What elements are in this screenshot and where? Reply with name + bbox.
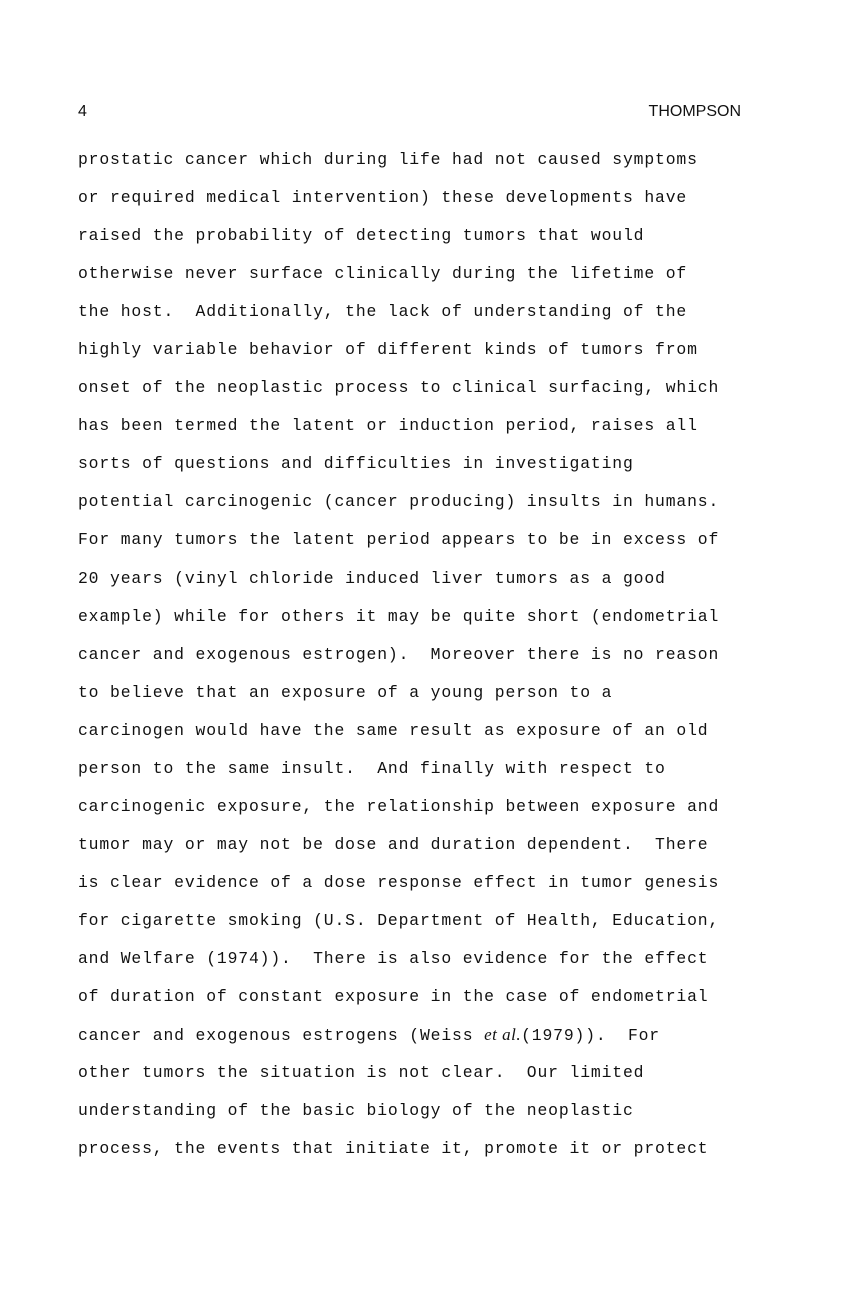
text-line: has been termed the latent or induction period, raises all	[78, 416, 698, 436]
text-line: For many tumors the latent period appears to be in excess of	[78, 530, 720, 550]
text-line: other tumors the situation is not clear. Our limited	[78, 1063, 645, 1083]
text-line: raised the probability of detecting tumors that would	[78, 226, 645, 246]
text-line: cancer and exogenous estrogen). Moreover there is no reason	[78, 644, 720, 664]
text-line: and Welfare (1974)). There is also evidence for the effect	[78, 948, 709, 968]
text-line: person to the same insult. And finally with respect to	[78, 758, 666, 778]
citation-et-al: et al.	[484, 1025, 522, 1045]
text-line: highly variable behavior of different kinds of tumors from	[78, 340, 698, 360]
text-line: tumor may or may not be dose and duration dependent. There	[78, 834, 709, 854]
text-line: to believe that an exposure of a young person to a	[78, 682, 613, 702]
body-text	[78, 141, 778, 1168]
text-line: onset of the neoplastic process to clinical surfacing, which	[78, 378, 720, 398]
running-head: THOMPSON	[648, 103, 741, 120]
citation-text-before: cancer and exogenous estrogens (Weiss	[78, 1026, 485, 1046]
text-line: understanding of the basic biology of the neoplastic	[78, 1101, 634, 1121]
citation-text-after: (1979)). For	[521, 1026, 660, 1046]
page-number: 4	[78, 103, 87, 120]
text-line: otherwise never surface clinically during the lifetime of	[78, 264, 688, 284]
text-line: prostatic cancer which during life had not caused symptoms	[78, 150, 698, 169]
citation-line	[78, 1016, 778, 1054]
text-line: of duration of constant exposure in the case of endometrial	[78, 987, 709, 1007]
text-line: example) while for others it may be quite short (endometrial	[78, 606, 720, 626]
text-line: potential carcinogenic (cancer producing) insults in humans.	[78, 492, 720, 512]
text-line: carcinogen would have the same result as exposure of an old	[78, 720, 709, 740]
text-line: sorts of questions and difficulties in investigating	[78, 454, 634, 474]
text-line: or required medical intervention) these developments have	[78, 188, 688, 208]
text-line: carcinogenic exposure, the relationship between exposure and	[78, 796, 720, 816]
page-header	[78, 100, 741, 124]
text-line: the host. Additionally, the lack of understanding of the	[78, 302, 688, 322]
text-line: is clear evidence of a dose response effect in tumor genesis	[78, 872, 720, 892]
text-line: 20 years (vinyl chloride induced liver tumors as a good	[78, 568, 666, 588]
text-line: for cigarette smoking (U.S. Department of Health, Education,	[78, 910, 720, 930]
text-line: process, the events that initiate it, promote it or protect	[78, 1139, 709, 1159]
